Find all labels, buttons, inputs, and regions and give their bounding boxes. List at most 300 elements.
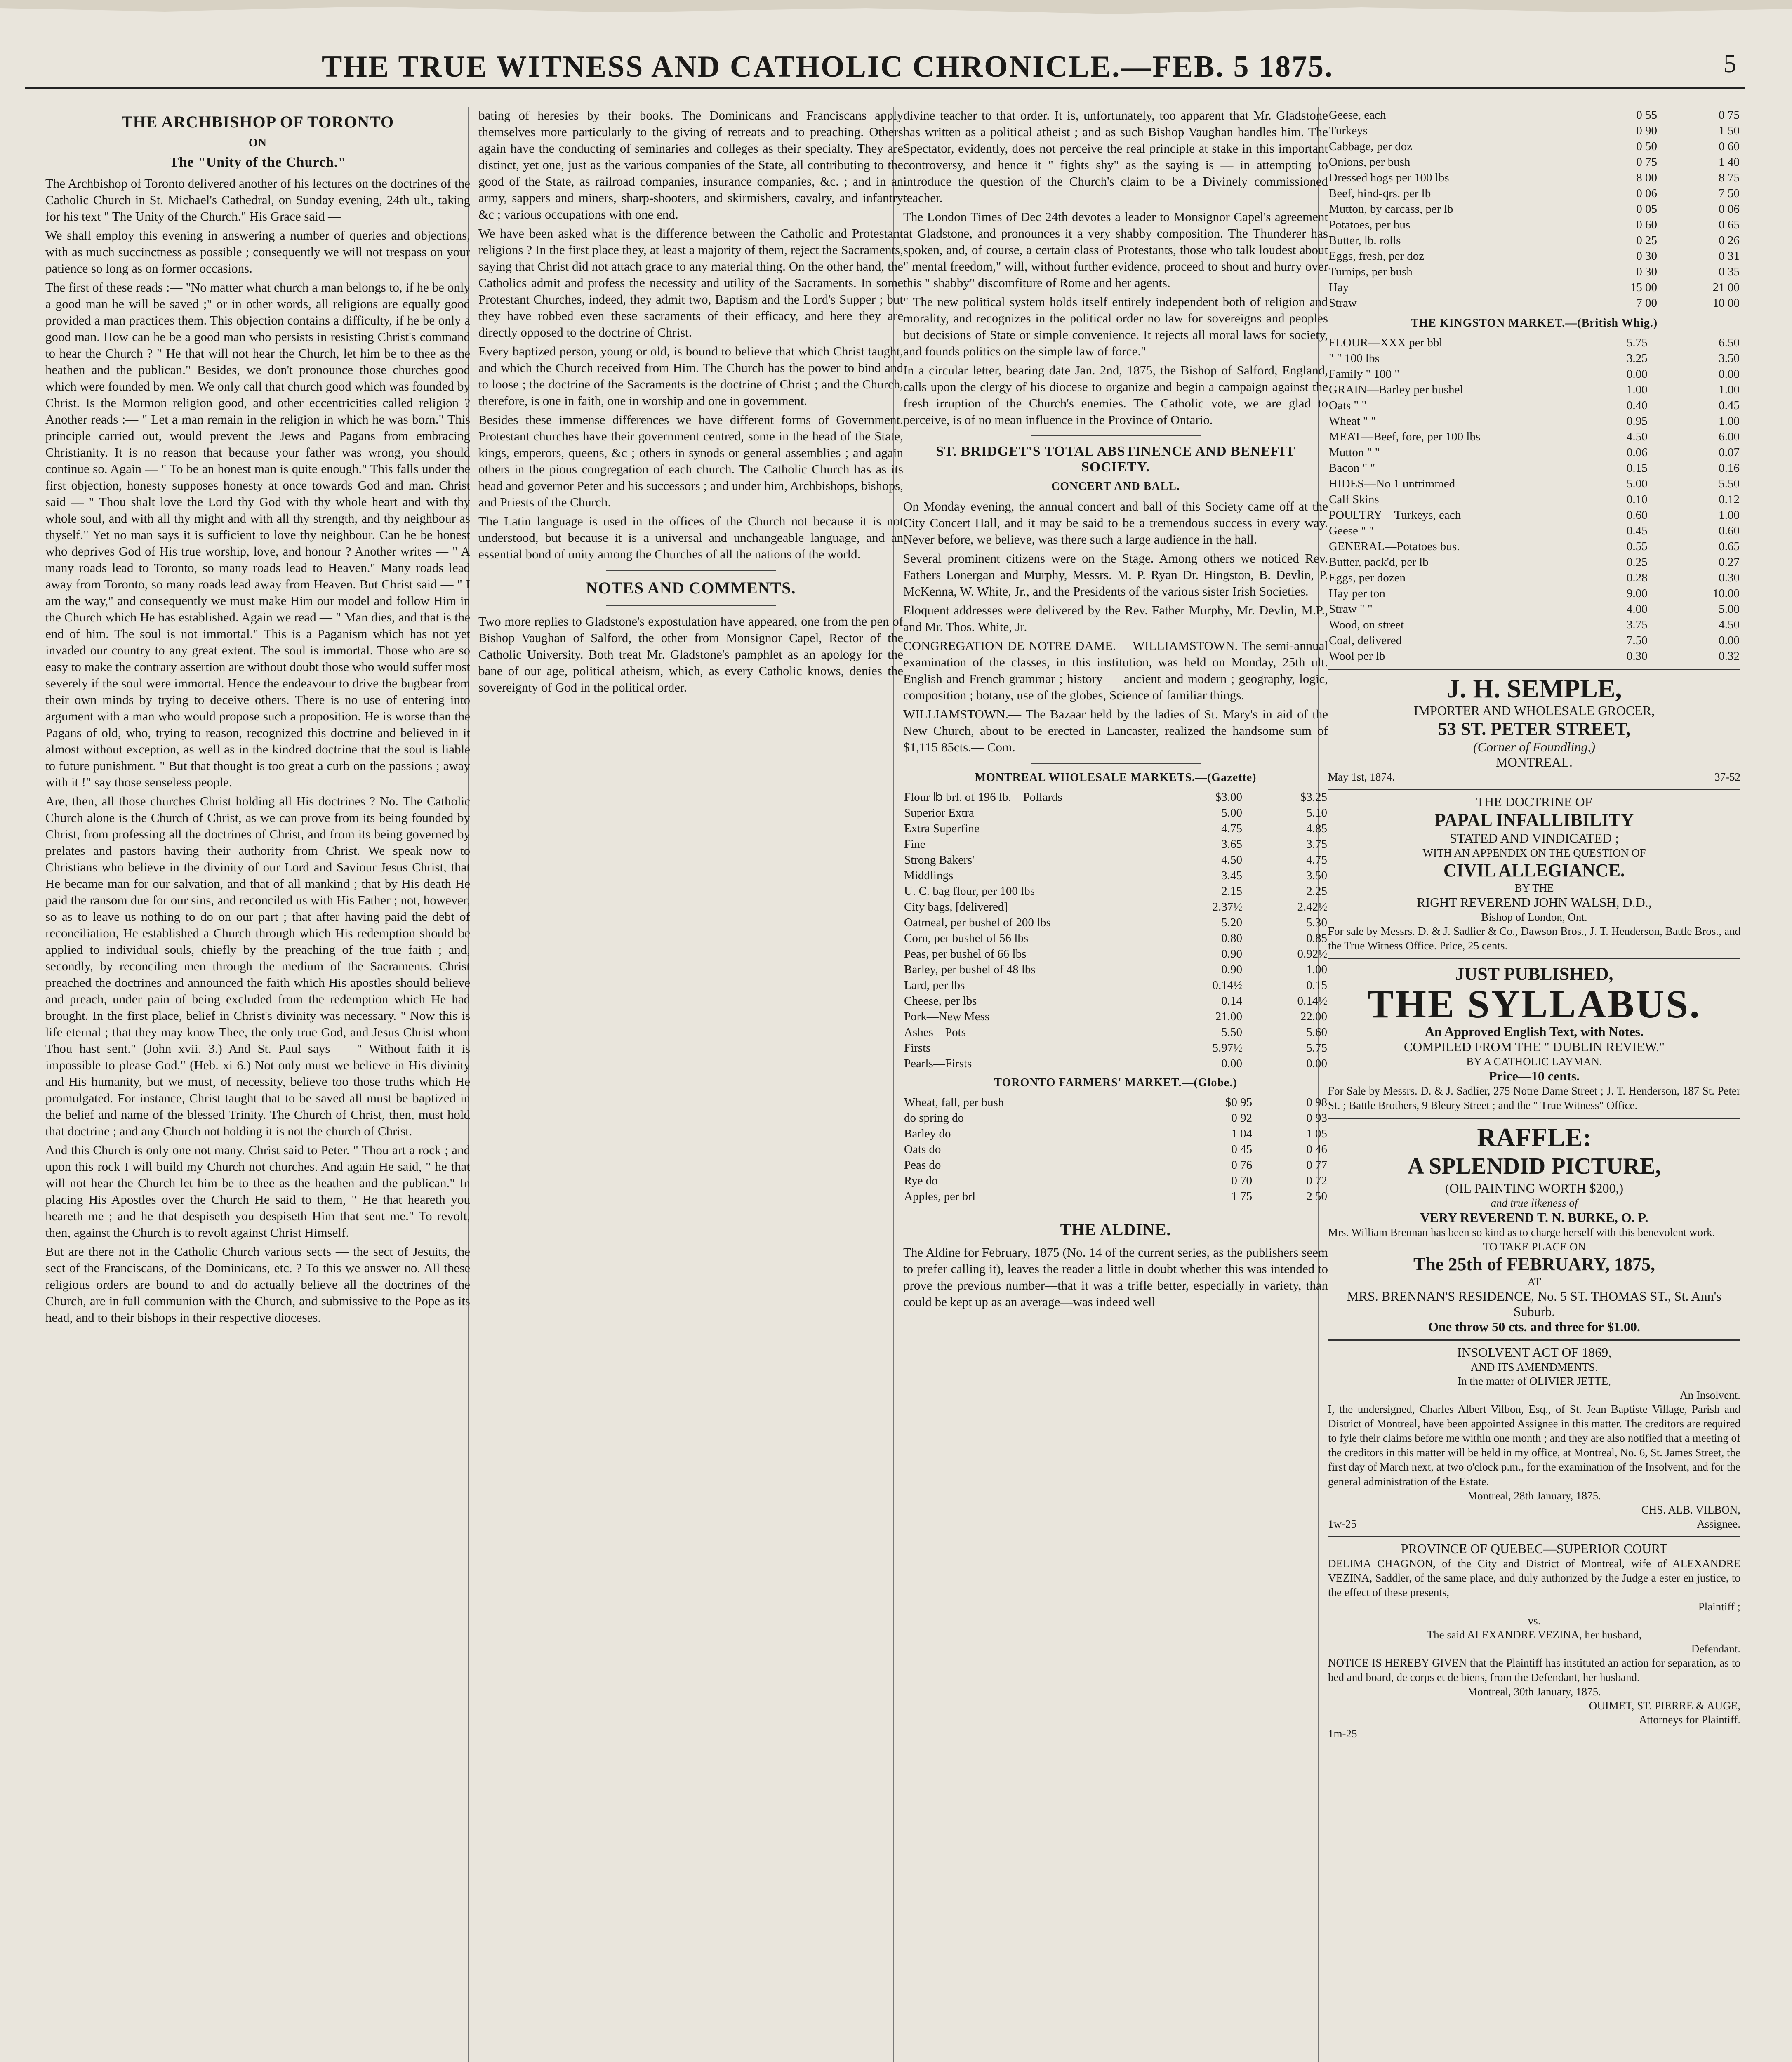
column-2 xyxy=(478,107,903,2062)
ad-line: Assignee. xyxy=(1697,1518,1740,1530)
market-price: $3.25 xyxy=(1300,791,1327,804)
market-price: 0.90 xyxy=(1221,963,1242,976)
market-row xyxy=(1328,554,1740,570)
market-row xyxy=(1328,492,1740,507)
market-price: 3.75 xyxy=(1306,838,1327,851)
market-row xyxy=(1328,335,1740,351)
market-price: 8 75 xyxy=(1719,171,1740,184)
section-heading: ST. BRIDGET'S TOTAL ABSTINENCE AND BENEFIT SOCIETY. xyxy=(936,444,1295,475)
market-item: Superior Extra xyxy=(904,806,974,819)
section-divider xyxy=(1031,435,1201,436)
market-item: Barley do xyxy=(904,1127,951,1140)
market-price: 0.60 xyxy=(1719,524,1740,537)
market-row xyxy=(1328,523,1740,539)
market-item: Cheese, per lbs xyxy=(904,994,977,1007)
market-price: 5.10 xyxy=(1306,806,1327,819)
article-subheading: The "Unity of the Church." xyxy=(169,155,346,170)
market-item: Straw " " xyxy=(1329,603,1373,616)
market-item: Corn, per bushel of 56 lbs xyxy=(904,932,1029,945)
market-row xyxy=(1328,217,1740,233)
ad-title: J. H. SEMPLE, xyxy=(1446,674,1622,703)
market-price: 0.15 xyxy=(1626,461,1648,475)
market-row xyxy=(903,1189,1328,1204)
ad-line: Plaintiff ; xyxy=(1698,1601,1740,1613)
ad-line: OUIMET, ST. PIERRE & AUGE, xyxy=(1589,1700,1740,1712)
market-row xyxy=(1328,186,1740,201)
ad-line: (Corner of Foundling,) xyxy=(1473,739,1595,754)
market-price: 0.16 xyxy=(1719,461,1740,475)
market-item: MEAT—Beef, fore, per 100 lbs xyxy=(1329,430,1481,443)
market-row xyxy=(1328,366,1740,382)
market-price: 3.50 xyxy=(1719,352,1740,365)
section-divider xyxy=(606,570,776,571)
ad-line: BY A CATHOLIC LAYMAN. xyxy=(1466,1055,1602,1068)
market-price: 5.00 xyxy=(1719,603,1740,616)
market-price: 0.06 xyxy=(1626,446,1648,459)
market-price: 0 55 xyxy=(1636,108,1657,122)
ad-price: Price—10 cents. xyxy=(1488,1069,1580,1083)
torn-top-edge xyxy=(0,0,1792,25)
market-price: 1 50 xyxy=(1719,124,1740,137)
market-row xyxy=(903,977,1328,993)
market-item: Turkeys xyxy=(1329,124,1368,137)
ad-line: vs. xyxy=(1528,1615,1541,1627)
market-price: 0 92 xyxy=(1231,1111,1253,1125)
ad-line: BY THE xyxy=(1514,882,1554,894)
market-price: 3.45 xyxy=(1221,869,1242,882)
market-price: 0.30 xyxy=(1626,650,1648,663)
ad-line: Bishop of London, Ont. xyxy=(1481,911,1587,923)
market-price: 0.85 xyxy=(1306,932,1327,945)
market-price: 0.14½ xyxy=(1297,994,1327,1007)
market-row xyxy=(903,868,1328,883)
article-paragraph: We shall employ this evening in answering a number of queries and objections, with as much succinctness as possible ; consequently we will not trespass on your patience so long as on former occasions. xyxy=(45,228,470,275)
market-price: 10.00 xyxy=(1712,587,1740,600)
market-row xyxy=(1328,201,1740,217)
market-item: Flour ℔ brl. of 196 lb.—Pollards xyxy=(904,791,1062,804)
ad-line: The 25th of FEBRUARY, 1875, xyxy=(1413,1254,1655,1274)
article-paragraph: Two more replies to Gladstone's expostulation have appeared, one from the pen of Bishop Vaughan of Salford, the other from Monsignor Capel, Rector of the Catholic University. Both treat Mr. Gladstone's pamphlet as an apology for the bane of our age, political atheism, which, as every Catholic knows, denies the sovereignty of God in the political order. xyxy=(478,614,903,694)
ad-line: Defendant. xyxy=(1691,1643,1740,1655)
market-item: Ashes—Pots xyxy=(904,1026,966,1039)
market-item: " " 100 lbs xyxy=(1329,352,1380,365)
ad-quebec-court xyxy=(1328,1536,1740,1741)
market-row xyxy=(1328,264,1740,280)
ad-line: CIVIL ALLEGIANCE. xyxy=(1443,860,1625,880)
market-item: Straw xyxy=(1329,297,1357,310)
market-price: 1 04 xyxy=(1231,1127,1253,1140)
market-row xyxy=(1328,601,1740,617)
ad-footer xyxy=(1328,1517,1740,1531)
market-row xyxy=(1328,633,1740,648)
market-price: 0 77 xyxy=(1306,1158,1327,1172)
market-price: $3.00 xyxy=(1215,791,1242,804)
market-row xyxy=(903,1126,1328,1142)
market-price: 0 60 xyxy=(1636,218,1657,231)
market-price: 4.75 xyxy=(1306,853,1327,866)
ad-line: INSOLVENT ACT OF 1869, xyxy=(1457,1345,1612,1360)
market-price: 22.00 xyxy=(1300,1010,1327,1023)
market-item: City bags, [delivered] xyxy=(904,900,1008,913)
market-price: 0 30 xyxy=(1636,250,1657,263)
market-item: Lard, per lbs xyxy=(904,979,965,992)
market-price: 0.00 xyxy=(1719,367,1740,381)
market-item: Onions, per bush xyxy=(1329,155,1411,169)
market-item: Peas do xyxy=(904,1158,941,1172)
ad-line: COMPILED FROM THE " DUBLIN REVIEW." xyxy=(1403,1039,1665,1054)
market-price: 0 93 xyxy=(1306,1111,1327,1125)
market-price: 0.07 xyxy=(1719,446,1740,459)
ad-line: An Insolvent. xyxy=(1680,1389,1740,1401)
market-item: Peas, per bushel of 66 lbs xyxy=(904,947,1027,960)
market-item: Cabbage, per doz xyxy=(1329,140,1413,153)
market-price: 0.90 xyxy=(1221,947,1242,960)
market-item: HIDES—No 1 untrimmed xyxy=(1329,477,1455,490)
ad-raffle xyxy=(1328,1118,1740,1335)
market-price: 1.00 xyxy=(1306,963,1327,976)
ad-line: (OIL PAINTING WORTH $200,) xyxy=(1445,1181,1624,1196)
ad-line: AT xyxy=(1527,1276,1541,1288)
market-row xyxy=(1328,295,1740,311)
market-price: 0.14½ xyxy=(1212,979,1242,992)
article-heading: THE ARCHBISHOP OF TORONTO xyxy=(121,113,394,131)
ad-semple xyxy=(1328,669,1740,784)
column-1 xyxy=(45,107,470,2062)
market-item: Apples, per brl xyxy=(904,1190,976,1203)
market-price: 5.00 xyxy=(1221,806,1242,819)
market-row xyxy=(1328,539,1740,554)
market-price: 3.75 xyxy=(1626,618,1648,631)
market-heading: THE KINGSTON MARKET.—(British Whig.) xyxy=(1411,317,1658,330)
market-price: 0 60 xyxy=(1719,140,1740,153)
article-paragraph: Besides these immense differences we have different forms of Government. Protestant churches have their government centred, some in the head of the State, kings, emperors, queens, &c ; others in synods or general assemblies ; and again others in the pious congregation of each church. The Catholic Church has as its head and governor Peter and his successors ; and under him, Archbishops, bishops, and Priests of the Church. xyxy=(478,412,903,509)
market-item: Geese, each xyxy=(1329,108,1386,122)
market-item: Fine xyxy=(904,838,925,851)
market-row xyxy=(1328,429,1740,445)
market-price: 0.60 xyxy=(1626,508,1648,522)
market-price: 0 75 xyxy=(1719,108,1740,122)
market-price: 4.50 xyxy=(1719,618,1740,631)
market-row xyxy=(903,1056,1328,1071)
market-item: GRAIN—Barley per bushel xyxy=(1329,383,1463,396)
article-paragraph: Are, then, all those churches Christ holding all His doctrines ? No. The Catholic Church alone is the Church of Christ, as we can prove from its being founded by Christ, from professing all the doctrines of Christ, and from its being governed by prelates and pastors having their authority from Christ. We speak now to Christians who believe in the divinity of our Lord and Saviour Jesus Christ, that He became man for our salvation, and that of all mankind ; that by His death He paid the ransom due for our sins, and reconciled us with His Father ; not, however, so as to leave us nothing to do on our part ; that after having paid the debt of reconciliation, He established a Church through which His redemption should be applied to individual souls, chiefly by the preaching of the true faith ; and, secondly, by reconciling men through the medium of the Sacraments. Christ preached the doctrines and announced the faith which His apostles should believe and preach, under pain of being excluded from the redemption which He had brought. In the first place, belief in Christ's divinity was necessary. " Now this is life eternal ; that they may know Thee, the only true God, and Jesus Christ whom Thou hast sent." (John xvii. 3.) And St. Paul says — " Without faith it is impossible to please God." (Heb. xi 6.) Not only must we believe in His divinity and His humanity, but we must, of necessity, believe too those truths which He promulgated. For instance, Christ taught that to be saved all must be baptized in the belief and name of the blessed Trinity. The Church of Christ, then, must hold that doctrine ; and any Church not holding it is not the church of Christ. xyxy=(45,794,470,1138)
section-heading: THE ALDINE. xyxy=(1060,1220,1171,1239)
market-row xyxy=(903,930,1328,946)
market-item: Strong Bakers' xyxy=(904,853,975,866)
market-row xyxy=(1328,248,1740,264)
article-paragraph: Several prominent citizens were on the Stage. Among others we noticed Rev. Fathers Lonergan and Murphy, Messrs. M. P. Ryan Dr. Hingston, B. Devlin, P. McKenna, W. White, Jr., and the Presidents of the various sister Irish Societies. xyxy=(903,551,1328,598)
market-price: 0 70 xyxy=(1231,1174,1253,1187)
column-3 xyxy=(903,107,1328,2062)
ad-line: VERY REVEREND T. N. BURKE, O. P. xyxy=(1420,1210,1648,1225)
market-item: POULTRY—Turkeys, each xyxy=(1329,508,1461,522)
market-price: 2 50 xyxy=(1306,1190,1327,1203)
market-price: 1 05 xyxy=(1306,1127,1327,1140)
ad-insolvent xyxy=(1328,1339,1740,1531)
market-row xyxy=(1328,507,1740,523)
section-heading: NOTES AND COMMENTS. xyxy=(586,579,796,597)
market-item: Beef, hind-qrs. per lb xyxy=(1329,187,1431,200)
market-row xyxy=(903,1173,1328,1189)
market-row xyxy=(1328,413,1740,429)
market-item: Wheat " " xyxy=(1329,414,1376,428)
market-price: 0 25 xyxy=(1636,234,1657,247)
ad-code: 37-52 xyxy=(1714,771,1740,783)
market-row xyxy=(903,821,1328,836)
market-price: 0.00 xyxy=(1719,634,1740,647)
market-item: Bacon " " xyxy=(1329,461,1375,475)
market-row xyxy=(1328,648,1740,664)
market-row xyxy=(903,1095,1328,1110)
ad-body: For sale by Messrs. D. & J. Sadlier & Co., Dawson Bros., J. T. Henderson, Battle Bros., and the True Witness Office. Price, 25 cents. xyxy=(1328,925,1740,952)
ad-line: The said ALEXANDRE VEZINA, her husband, xyxy=(1427,1629,1642,1641)
ad-line: AND ITS AMENDMENTS. xyxy=(1470,1361,1598,1373)
market-price: 0.45 xyxy=(1719,399,1740,412)
market-price: 0.32 xyxy=(1719,650,1740,663)
market-price: $0 95 xyxy=(1225,1096,1253,1109)
market-price: 5.30 xyxy=(1306,916,1327,929)
market-price: 0 31 xyxy=(1719,250,1740,263)
market-item: Oats " " xyxy=(1329,399,1367,412)
section-subheading: CONCERT AND BALL. xyxy=(1051,480,1180,493)
market-row xyxy=(1328,586,1740,601)
market-price: 9.00 xyxy=(1626,587,1648,600)
ad-body: DELIMA CHAGNON, of the City and District of Montreal, wife of ALEXANDRE VEZINA, Saddler, of the same place, and duly authorized by the Judge a ester en justice, to the effect of these presents, xyxy=(1328,1557,1740,1598)
market-row xyxy=(903,852,1328,868)
market-price: 0.65 xyxy=(1719,540,1740,553)
section-divider xyxy=(606,605,776,606)
market-row xyxy=(1328,460,1740,476)
ad-line: THE DOCTRINE OF xyxy=(1476,794,1592,809)
market-item: Geese " " xyxy=(1329,524,1374,537)
market-row xyxy=(1328,398,1740,413)
market-price: 5.97½ xyxy=(1212,1041,1242,1055)
market-item: Pearls—Firsts xyxy=(904,1057,972,1070)
article-paragraph: divine teacher to that order. It is, unfortunately, too apparent that Mr. Gladstone has written as a political atheist ; and as such Bishop Vaughan handles him. The Spectator, evidently, does not perceive the real principle at stake in this important controversy, and hence it " fights shy" as the saying is — in attempting to introduce the question of the Church's claim to be a Divinely commissioned teacher. xyxy=(903,108,1328,205)
market-price: 5.75 xyxy=(1306,1041,1327,1055)
column-4 xyxy=(1328,107,1740,2062)
ad-line: In the matter of OLIVIER JETTE, xyxy=(1458,1375,1611,1387)
ad-footer xyxy=(1328,770,1740,784)
ad-line: One throw 50 cts. and three for $1.00. xyxy=(1428,1319,1640,1334)
market-price: 2.25 xyxy=(1306,885,1327,898)
market-price: 10 00 xyxy=(1712,297,1740,310)
market-item: Dressed hogs per 100 lbs xyxy=(1329,171,1449,184)
market-price: 5.60 xyxy=(1306,1026,1327,1039)
market-price: 1.00 xyxy=(1719,414,1740,428)
market-price: 0 46 xyxy=(1306,1143,1327,1156)
market-row xyxy=(1328,476,1740,492)
market-row xyxy=(903,789,1328,805)
market-item: Pork—New Mess xyxy=(904,1010,990,1023)
article-paragraph: Every baptized person, young or old, is bound to believe that which Christ taught, and which the Church received from Him. The Church has the power to bind and to loose ; the doctrine of the Sacraments is the doctrine of Christ ; and the Church, therefore, is one in faith, one in worship and one in government. xyxy=(478,344,903,408)
market-item: Eggs, fresh, per doz xyxy=(1329,250,1425,263)
market-item: Oatmeal, per bushel of 200 lbs xyxy=(904,916,1051,929)
ad-code: 1m-25 xyxy=(1328,1728,1357,1740)
market-row xyxy=(1328,139,1740,154)
market-row xyxy=(1328,445,1740,460)
market-item: Rye do xyxy=(904,1174,938,1187)
market-item: U. C. bag flour, per 100 lbs xyxy=(904,885,1035,898)
market-price: 0.15 xyxy=(1306,979,1327,992)
market-price: 0 05 xyxy=(1636,202,1657,216)
ad-body: For Sale by Messrs. D. & J. Sadlier, 275 Notre Dame Street ; J. T. Henderson, 187 St. Peter St. ; Battle Brothers, 9 Bleury Street ; and the " True Witness" Office. xyxy=(1328,1085,1740,1111)
market-price: 0 65 xyxy=(1719,218,1740,231)
market-price: 0 45 xyxy=(1231,1143,1253,1156)
market-price: 0.40 xyxy=(1626,399,1648,412)
market-row xyxy=(903,946,1328,962)
ad-line: Attorneys for Plaintiff. xyxy=(1639,1714,1740,1726)
market-price: 4.75 xyxy=(1221,822,1242,835)
market-price: 0 98 xyxy=(1306,1096,1327,1109)
montreal-market-table xyxy=(903,789,1328,1071)
market-price: 7 50 xyxy=(1719,187,1740,200)
masthead xyxy=(25,49,1745,89)
market-price: 4.85 xyxy=(1306,822,1327,835)
ad-line: MONTREAL. xyxy=(1496,755,1573,770)
market-price: 5.50 xyxy=(1221,1026,1242,1039)
market-row xyxy=(1328,570,1740,586)
market-price: 4.00 xyxy=(1626,603,1648,616)
ad-papal-infallibility xyxy=(1328,789,1740,953)
market-row xyxy=(1328,382,1740,398)
ad-line: A SPLENDID PICTURE, xyxy=(1407,1153,1661,1179)
article-paragraph: The Latin language is used in the offices of the Church not because it is not understood, but because it is a universal and unchangeable language, and an essential bond of unity among the Churches of all the nations of the world. xyxy=(478,514,903,561)
market-item: Potatoes, per bus xyxy=(1329,218,1411,231)
market-row xyxy=(1328,617,1740,633)
ad-address: 53 ST. PETER STREET, xyxy=(1438,719,1631,739)
market-row xyxy=(903,805,1328,821)
market-row xyxy=(903,899,1328,915)
market-price: 7.50 xyxy=(1626,634,1648,647)
market-item: GENERAL—Potatoes bus. xyxy=(1329,540,1460,553)
ad-line: Montreal, 30th January, 1875. xyxy=(1467,1685,1601,1698)
produce-market-table xyxy=(1328,107,1740,311)
market-heading: TORONTO FARMERS' MARKET.—(Globe.) xyxy=(994,1076,1237,1089)
ad-line: Montreal, 28th January, 1875. xyxy=(1467,1490,1601,1502)
market-price: 21.00 xyxy=(1215,1010,1242,1023)
market-price: 0 75 xyxy=(1636,155,1657,169)
market-item: Family " 100 " xyxy=(1329,367,1400,381)
ad-syllabus xyxy=(1328,958,1740,1113)
market-item: Wool per lb xyxy=(1329,650,1385,663)
market-price: 4.50 xyxy=(1221,853,1242,866)
ad-line: RIGHT REVEREND JOHN WALSH, D.D., xyxy=(1417,895,1652,910)
market-price: 6.50 xyxy=(1719,336,1740,349)
market-row xyxy=(1328,170,1740,186)
market-price: 2.42½ xyxy=(1297,900,1327,913)
market-row xyxy=(1328,280,1740,295)
market-price: 15 00 xyxy=(1630,281,1657,294)
market-item: Mutton " " xyxy=(1329,446,1380,459)
ad-date: May 1st, 1874. xyxy=(1328,771,1395,783)
market-row xyxy=(1328,123,1740,139)
toronto-market-table xyxy=(903,1095,1328,1204)
market-item: Coal, delivered xyxy=(1329,634,1402,647)
ad-line: JUST PUBLISHED, xyxy=(1455,964,1613,984)
market-row xyxy=(903,962,1328,977)
ad-body: I, the undersigned, Charles Albert Vilbon, Esq., of St. Jean Baptiste Village, Parish and District of Montreal, have been appointed Assignee in this matter. The creditors are required to fyle their claims before me within one month ; and they are also notified that a meeting of the creditors in this matter will be held in my office, at Montreal, No. 6, St. James Street, the first day of March next, at two o'clock p.m., for the examination of the Insolvent, and for the general administration of the Estate. xyxy=(1328,1403,1740,1488)
market-price: 1.00 xyxy=(1719,508,1740,522)
market-price: 5.20 xyxy=(1221,916,1242,929)
market-price: 0 06 xyxy=(1719,202,1740,216)
market-price: 3.25 xyxy=(1626,352,1648,365)
market-price: 2.37½ xyxy=(1212,900,1242,913)
market-item: Eggs, per dozen xyxy=(1329,571,1406,584)
market-price: 1 75 xyxy=(1231,1190,1253,1203)
market-price: 1.00 xyxy=(1626,383,1648,396)
market-heading: MONTREAL WHOLESALE MARKETS.—(Gazette) xyxy=(975,771,1257,784)
market-row xyxy=(903,1110,1328,1126)
market-row xyxy=(1328,154,1740,170)
market-item: Oats do xyxy=(904,1143,941,1156)
market-item: Mutton, by carcass, per lb xyxy=(1329,202,1453,216)
ad-line: MRS. BRENNAN'S RESIDENCE, No. 5 ST. THOMAS ST., St. Ann's Suburb. xyxy=(1347,1289,1721,1319)
market-item: Hay per ton xyxy=(1329,587,1385,600)
ad-line: IMPORTER AND WHOLESALE GROCER, xyxy=(1413,703,1655,718)
market-price: 0.28 xyxy=(1626,571,1648,584)
market-price: 0 72 xyxy=(1306,1174,1327,1187)
market-price: 0.14 xyxy=(1221,994,1242,1007)
market-price: 0 76 xyxy=(1231,1158,1253,1172)
market-price: 1 40 xyxy=(1719,155,1740,169)
market-row xyxy=(1328,351,1740,366)
ad-line: STATED AND VINDICATED ; xyxy=(1449,831,1619,845)
market-item: do spring do xyxy=(904,1111,964,1125)
market-row xyxy=(903,1142,1328,1157)
market-item: FLOUR—XXX per bbl xyxy=(1329,336,1443,349)
market-row xyxy=(903,915,1328,930)
ad-code: 1w-25 xyxy=(1328,1518,1356,1530)
market-item: Firsts xyxy=(904,1041,931,1055)
article-subheading: ON xyxy=(249,137,267,149)
market-price: 0.92½ xyxy=(1297,947,1327,960)
market-item: Turnips, per bush xyxy=(1329,265,1413,278)
ad-line: WITH AN APPENDIX ON THE QUESTION OF xyxy=(1422,847,1646,859)
ad-title: RAFFLE: xyxy=(1477,1123,1592,1152)
ad-title: THE SYLLABUS. xyxy=(1367,982,1701,1026)
market-price: 2.15 xyxy=(1221,885,1242,898)
article-paragraph: WILLIAMSTOWN.— The Bazaar held by the ladies of St. Mary's in aid of the New Church, about to be erected in Lancaster, realized the handsome sum of $1,115 85cts.— Com. xyxy=(903,707,1328,754)
market-price: 0.25 xyxy=(1626,556,1648,569)
ad-body: Mrs. William Brennan has been so kind as to charge herself with this benevolent work. xyxy=(1328,1226,1715,1238)
market-item: Butter, lb. rolls xyxy=(1329,234,1401,247)
market-row xyxy=(1328,107,1740,123)
market-price: 0 35 xyxy=(1719,265,1740,278)
article-paragraph: On Monday evening, the annual concert and ball of this Society came off at the City Concert Hall, and it may be said to be a tremendous success in every way. Never before, we believe, was there such a large audience in the hall. xyxy=(903,499,1328,546)
ad-body: NOTICE IS HEREBY GIVEN that the Plaintiff has instituted an action for separation, as to bed and board, de corps et de biens, from the Defendant, her husband. xyxy=(1328,1657,1740,1683)
section-divider xyxy=(1031,763,1201,764)
article-paragraph: We have been asked what is the difference between the Catholic and Protestant religions ? In the first place they, at least a majority of them, reject the Sacraments, saying that Christ did not attach grace to any material thing. On the other hand, the Catholics admit and profess the necessity and utility of the Sacraments. In some Protestant Churches, indeed, they admit two, Baptism and the Lord's Supper ; but they have robbed even these sacraments of their efficacy, and here they are directly opposed to the doctrine of Christ. xyxy=(478,226,903,339)
article-paragraph: bating of heresies by their books. The Dominicans and Franciscans apply themselves more particularly to the giving of retreats and to preaching. Others again have the conducting of seminaries and colleges as their specialty. They are distinct, yet one, just as the various companies of the State, all contributing to the good of the State, as railroad companies, insurance companies, &c. ; and in an army, sappers and miners, sharp-shooters, and skirmishers, cavalry, and infantry &c ; various occupations with one end. xyxy=(478,108,903,221)
market-price: 0.00 xyxy=(1221,1057,1242,1070)
article-paragraph: The first of these reads :— "No matter what church a man belongs to, if he be only a good man he will be saved ;" or in other words, all religions are equally good provided a man practices them. This objection contains a difficulty, if he be only a good man. How can he be a good man who persists in resisting Christ's command to hear the Church ? " He that will not hear the Church, let him be to thee as the heathen and the publican." Besides, we don't pronounce those churches good which were founded by men. We only call that church good which was founded by Christ. Is the Mormon religion good, and other eccentricities called religion ? Another reads :— " Let a man remain in the religion in which he was born." This principle carried out, would prevent the Jews and Pagans from embracing Christianity. It is no reason that because your father was wrong, you should continue so. Again — " To be an honest man is quite enough." This falls under the first objection, honesty supposes honesty at once towards God and man. Christ said — " Thou shalt love the Lord thy God with thy whole heart and with thy whole soul, and with all thy might and with all thy strength, and thy neighbour as thyself." Yet no man says it is sufficient to love thy neighbour. Can he be honest who deprives God of His true worship, love, and honour ? Another writes — " A many roads lead to Toronto, so many roads lead to Heaven." Many roads lead away from Toronto, so many roads lead away from Heaven. But Christ said — " I am the way," and consequently we must make Him our model and follow Him in the Church which He has established. Again we read — " Man dies, and that is the end of him. The soul is not immortal." This is a Paganism which has not yet invaded our country to any great extent. The soul is immortal. Those who are so easy to make the contrary assertion are without doubt those who would suffer most severely if the soul were immortal. Hence the endeavour to drive the bugbear from their own minds by trying to deceive others. There is no use of entering into argument with a man who would propose such a proposition. He is worse than the Pagans of old, who, trying to reason, recognized this doctrine and believed in it almost without exception, as well as in the kindred doctrine that the soul is liable to future punishment. " But that thought is too great a curb on the passions ; away with it !" say those senseless people. xyxy=(45,280,470,789)
market-price: 0.10 xyxy=(1626,493,1648,506)
kingston-market-table xyxy=(1328,335,1740,664)
market-price: 7 00 xyxy=(1636,297,1657,310)
page-number: 5 xyxy=(1724,50,1736,78)
market-price: 0.45 xyxy=(1626,524,1648,537)
market-price: 5.75 xyxy=(1626,336,1648,349)
ad-line: An Approved English Text, with Notes. xyxy=(1425,1024,1644,1039)
market-price: 0 06 xyxy=(1636,187,1657,200)
market-price: 0.00 xyxy=(1306,1057,1327,1070)
ad-line: and true likeness of xyxy=(1491,1197,1578,1209)
market-row xyxy=(903,883,1328,899)
market-row xyxy=(1328,233,1740,248)
ad-title: PAPAL INFALLIBILITY xyxy=(1434,810,1634,830)
market-row xyxy=(903,836,1328,852)
